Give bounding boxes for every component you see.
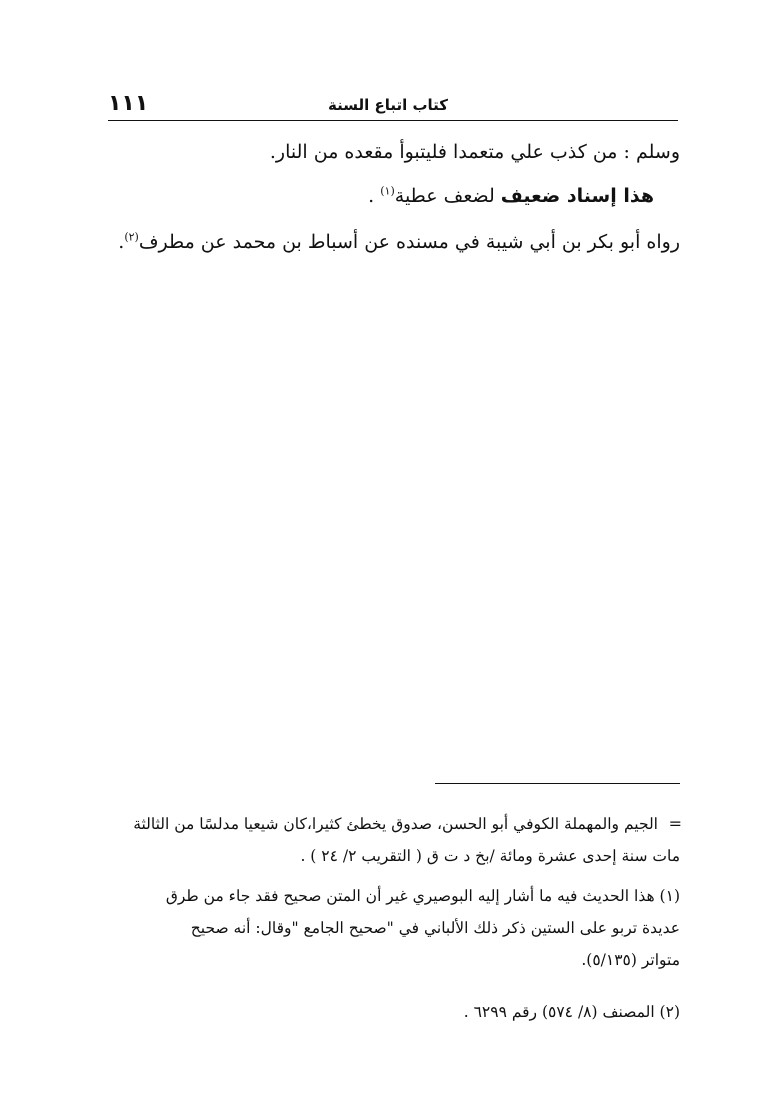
bold-phrase: هذا إسناد ضعيف: [500, 185, 654, 207]
footnote-1: [110, 880, 680, 976]
body-line-2-end: .: [368, 185, 381, 207]
footnote-ref-2: (٢): [124, 230, 139, 244]
footnote-continuation-line-1: الجيم والمهملة الكوفي أبو الحسن، صدوق يخطئ كثيرا،كان شيعيا مدلسًا من الثالثة: [133, 815, 658, 833]
page-number: ١١١: [108, 91, 149, 116]
body-line-1: وسلم : من كذب علي متعمدا فليتبوأ مقعده من النار.: [269, 141, 680, 163]
footnote-1-line-1: (١) هذا الحديث فيه ما أشار إليه البوصيري غير أن المتن صحيح فقد جاء من طرق: [165, 887, 680, 905]
body-line-3-end: .: [118, 231, 125, 253]
continuation-mark: =: [668, 814, 682, 833]
footnote-2-line-1: (٢) المصنف (٨/ ٥٧٤) رقم ٦٢٩٩ .: [463, 1003, 680, 1021]
footnote-ref-1: (١): [380, 184, 395, 198]
running-title: كتاب اتباع السنة: [327, 96, 449, 114]
body-line-2-text: لضعف عطية: [394, 185, 501, 207]
footnote-1-line-2: عديدة تربو على الستين ذكر ذلك الألباني في "صحيح الجامع "وقال: أنه صحيح: [190, 919, 680, 937]
footnote-1-line-3: متواتر (٥/١٣٥).: [581, 951, 680, 969]
footnote-2: [110, 996, 680, 1028]
body-line-3-text: رواه أبو بكر بن أبي شيبة في مسنده عن أسباط بن محمد عن مطرف: [138, 231, 680, 253]
footnote-continuation-line-2: مات سنة إحدى عشرة ومائة /بخ د ت ق ( التقريب ٢/ ٢٤ ) .: [300, 847, 680, 865]
footnotes-section: [110, 0, 680, 1112]
footnote-continuation: [110, 808, 680, 872]
